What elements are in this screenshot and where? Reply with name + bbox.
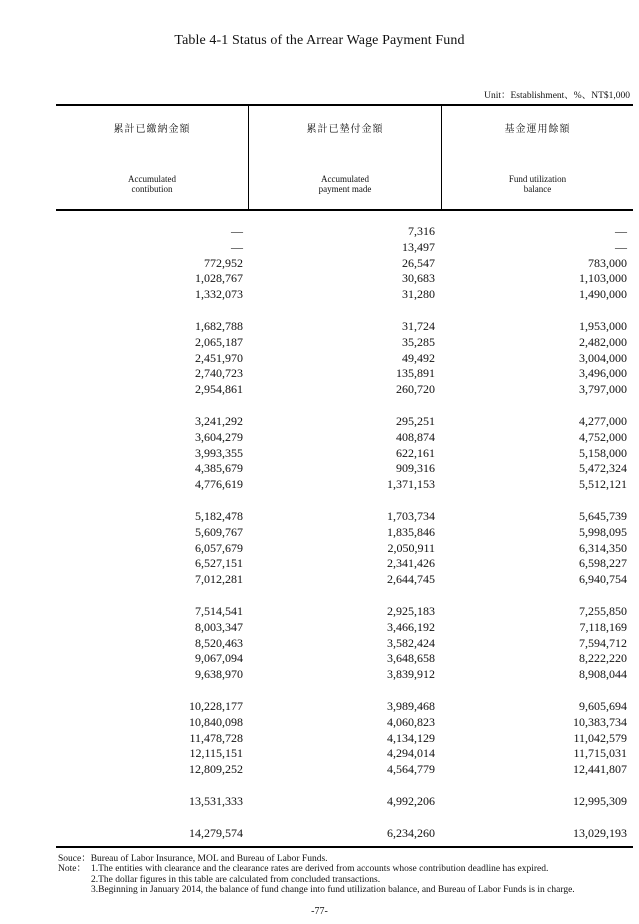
column-header-en [442,174,633,194]
table-header [56,106,633,211]
cell-contribution: 6,057,679 [195,540,243,555]
table-row [56,794,633,810]
cell-balance: 5,645,739 [579,508,627,523]
table-row [56,351,633,367]
cell-contribution: 4,776,619 [195,477,243,492]
cell-contribution: 5,182,478 [195,508,243,523]
cell-balance: 7,594,712 [579,635,627,650]
cell-balance: 9,605,694 [579,698,627,713]
cell-contribution: 7,012,281 [195,572,243,587]
cell-contribution: 4,385,679 [195,461,243,476]
table-row [56,240,633,256]
cell-payment: 1,703,734 [387,508,435,523]
table-row [56,699,633,715]
unit-label: Unit：Establishment、%、NT$1,000 [484,91,630,101]
table-row [56,366,633,382]
cell-contribution: 2,954,861 [195,382,243,397]
cell-contribution: 7,514,541 [195,603,243,618]
row-group [56,509,633,588]
cell-balance: 13,029,193 [573,825,627,840]
column-header-en-line: Accumulated [321,174,369,184]
cell-payment: 135,891 [396,366,435,381]
table-row [56,762,633,778]
cell-payment: 3,466,192 [387,619,435,634]
cell-contribution: 5,609,767 [195,524,243,539]
cell-balance: 5,512,121 [579,477,627,492]
table-row [56,430,633,446]
note-line [58,875,575,886]
table-row [56,541,633,557]
cell-balance: 7,255,850 [579,603,627,618]
row-group [56,699,633,778]
cell-payment: 3,582,424 [387,635,435,650]
table-row [56,556,633,572]
table-row [56,572,633,588]
cell-payment: 909,316 [396,461,435,476]
cell-balance: 783,000 [588,255,627,270]
cell-payment: 1,835,846 [387,524,435,539]
cell-payment: 49,492 [402,350,435,365]
table-row [56,604,633,620]
cell-contribution: 3,993,355 [195,445,243,460]
cell-payment: 35,285 [402,334,435,349]
table-row [56,715,633,731]
column-header-en-line: Fund utilization [508,174,567,184]
note-line [58,864,575,875]
cell-contribution: 9,067,094 [195,651,243,666]
cell-balance: 8,222,220 [579,651,627,666]
cell-balance: 5,158,000 [579,445,627,460]
cell-payment: 30,683 [402,271,435,286]
cell-balance: 11,042,579 [573,730,627,745]
table-row [56,461,633,477]
cell-payment: 4,992,206 [387,793,435,808]
cell-payment: 13,497 [402,239,435,254]
cell-contribution: 3,241,292 [195,413,243,428]
notes [58,864,575,896]
cell-payment: 6,234,260 [387,825,435,840]
table-row [56,731,633,747]
cell-balance: 12,441,807 [573,762,627,777]
note-item: 2.The dollar figures in this table are calculated from concluded transactions. [91,874,381,885]
cell-balance: 7,118,169 [579,619,627,634]
cell-payment: 7,316 [408,224,435,238]
source-note: Souce：Bureau of Labor Insurance, MOL and Bureau of Labor Funds. [58,854,328,864]
cell-payment: 2,050,911 [387,540,435,555]
cell-balance: 5,472,324 [579,461,627,476]
cell-balance: 3,004,000 [579,350,627,365]
row-group [56,604,633,683]
table-bottom-rule [56,846,633,848]
cell-balance: 11,715,031 [573,746,627,761]
cell-contribution: 772,952 [204,255,243,270]
cell-payment: 1,371,153 [387,477,435,492]
note-line [58,885,575,896]
column-header-en-line: balance [523,184,552,194]
table-row [56,271,633,287]
cell-balance: 3,797,000 [579,382,627,397]
column-header-cn: 基金運用餘額 [504,124,571,135]
cell-payment: 3,989,468 [387,698,435,713]
data-table [56,104,633,848]
cell-payment: 3,839,912 [387,667,435,682]
page-title: Table 4-1 Status of the Arrear Wage Payment Fund [174,33,465,48]
table-row [56,382,633,398]
table-row [56,446,633,462]
cell-contribution: 2,451,970 [195,350,243,365]
table-row [56,224,633,240]
cell-contribution: 2,065,187 [195,334,243,349]
cell-payment: 3,648,658 [387,651,435,666]
table-row [56,620,633,636]
cell-contribution: 13,531,333 [189,793,243,808]
cell-balance: 1,490,000 [579,287,627,302]
column-header-en-line: Accumulated [128,174,176,184]
page-number: -77- [311,906,328,917]
cell-contribution: 10,840,098 [189,714,243,729]
cell-contribution: 3,604,279 [195,429,243,444]
note-label: Note： [58,864,86,874]
cell-contribution: 6,527,151 [195,556,243,571]
table-row [56,651,633,667]
cell-payment: 31,724 [402,318,435,333]
cell-balance: — [615,239,627,254]
cell-payment: 2,925,183 [387,603,435,618]
cell-balance: 1,953,000 [579,318,627,333]
cell-payment: 4,294,014 [387,746,435,761]
column-header-cn: 累計已繳納金額 [113,124,191,135]
table-row [56,746,633,762]
cell-contribution: — [231,239,243,254]
cell-payment: 260,720 [396,382,435,397]
cell-balance: 4,277,000 [579,413,627,428]
column-header-balance [441,106,633,209]
cell-payment: 622,161 [396,445,435,460]
cell-balance: — [615,224,627,238]
cell-contribution: 12,809,252 [189,762,243,777]
table-body [56,211,633,842]
column-header-payment [248,106,441,209]
table-row [56,319,633,335]
cell-balance: 5,998,095 [579,524,627,539]
cell-contribution: 2,740,723 [195,366,243,381]
cell-balance: 12,995,309 [573,793,627,808]
row-group [56,794,633,810]
cell-payment: 31,280 [402,287,435,302]
table-row [56,525,633,541]
column-header-en-line: contibution [131,184,173,194]
row-group [56,319,633,398]
note-item: 1.The entities with clearance and the clearance rates are derived from accounts whose contribution deadline has expired. [91,864,549,874]
cell-contribution: 9,638,970 [195,667,243,682]
table-row [56,477,633,493]
cell-balance: 6,314,350 [579,540,627,555]
table-row [56,287,633,303]
cell-payment: 2,644,745 [387,572,435,587]
cell-payment: 295,251 [396,413,435,428]
cell-payment: 2,341,426 [387,556,435,571]
cell-payment: 4,564,779 [387,762,435,777]
row-group [56,826,633,842]
cell-contribution: 1,028,767 [195,271,243,286]
cell-balance: 4,752,000 [579,429,627,444]
cell-payment: 408,874 [396,429,435,444]
cell-balance: 10,383,734 [573,714,627,729]
table-row [56,636,633,652]
table-row [56,414,633,430]
cell-contribution: 10,228,177 [189,698,243,713]
cell-balance: 8,908,044 [579,667,627,682]
column-header-cn: 累計已墊付金額 [306,124,384,135]
column-header-contribution [56,106,248,209]
cell-balance: 6,598,227 [579,556,627,571]
cell-contribution: 1,332,073 [195,287,243,302]
cell-contribution: 14,279,574 [189,825,243,840]
table-row [56,667,633,683]
cell-payment: 4,060,823 [387,714,435,729]
cell-contribution: 1,682,788 [195,318,243,333]
row-group [56,414,633,493]
cell-balance: 3,496,000 [579,366,627,381]
cell-contribution: 8,520,463 [195,635,243,650]
table-row [56,826,633,842]
cell-balance: 1,103,000 [579,271,627,286]
cell-contribution: 12,115,151 [189,746,243,761]
row-group [56,224,633,303]
table-row [56,256,633,272]
column-header-en [56,174,248,194]
column-header-en-line: payment made [318,184,372,194]
note-item: 3.Beginning in January 2014, the balance of fund change into fund utilization balance, and Bureau of Labor Funds is in charge. [91,885,575,895]
table-row [56,509,633,525]
cell-contribution: — [231,224,243,238]
cell-contribution: 11,478,728 [189,730,243,745]
column-header-en [249,174,441,194]
cell-balance: 6,940,754 [579,572,627,587]
cell-contribution: 8,003,347 [195,619,243,634]
cell-payment: 4,134,129 [387,730,435,745]
cell-payment: 26,547 [402,255,435,270]
cell-balance: 2,482,000 [579,334,627,349]
table-row [56,335,633,351]
